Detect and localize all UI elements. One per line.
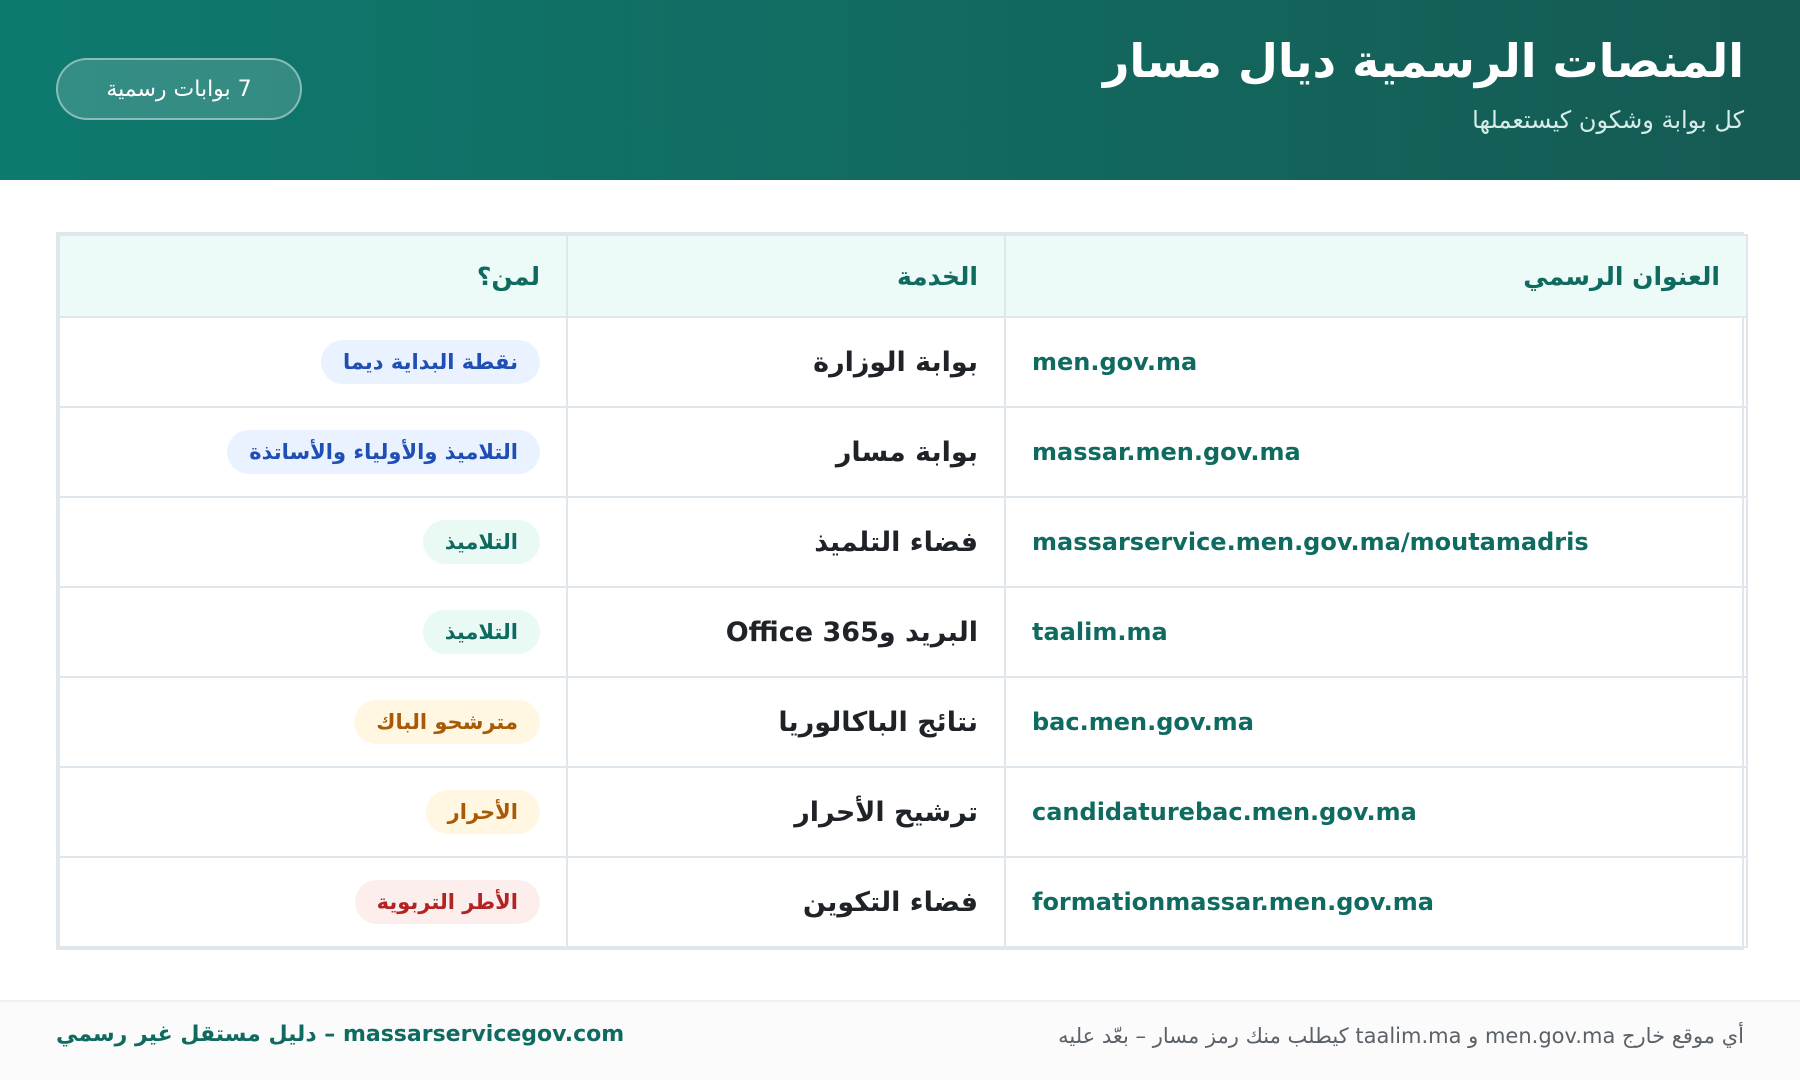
portal-address-link[interactable]: bac.men.gov.ma bbox=[1005, 677, 1747, 767]
audience-badge: التلاميذ bbox=[423, 610, 540, 654]
table-row bbox=[59, 317, 1747, 407]
table-row bbox=[59, 767, 1747, 857]
audience-badge: الأطر التربوية bbox=[355, 880, 540, 924]
table-row bbox=[59, 677, 1747, 767]
service-name: ترشيح الأحرار bbox=[567, 767, 1005, 857]
table-row bbox=[59, 857, 1747, 947]
page-footer bbox=[0, 1000, 1800, 1080]
column-header-address: العنوان الرسمي bbox=[1005, 235, 1747, 317]
portals-table bbox=[56, 232, 1744, 950]
page-title: المنصات الرسمية ديال مسار bbox=[1102, 34, 1744, 88]
service-name: البريد وOffice 365 bbox=[567, 587, 1005, 677]
page-header bbox=[0, 0, 1800, 180]
page-subtitle: كل بوابة وشكون كيستعملها bbox=[1472, 106, 1744, 134]
portal-address-link[interactable]: candidaturebac.men.gov.ma bbox=[1005, 767, 1747, 857]
portal-address-link[interactable]: taalim.ma bbox=[1005, 587, 1747, 677]
service-name: فضاء التلميذ bbox=[567, 497, 1005, 587]
column-header-audience: لمن؟ bbox=[59, 235, 567, 317]
service-name: بوابة مسار bbox=[567, 407, 1005, 497]
column-header-service: الخدمة bbox=[567, 235, 1005, 317]
audience-badge: التلاميذ والأولياء والأساتذة bbox=[227, 430, 540, 474]
table-header-row bbox=[59, 235, 1747, 317]
portal-address-link[interactable]: massar.men.gov.ma bbox=[1005, 407, 1747, 497]
site-brand-credit: massarservicegov.com – دليل مستقل غير رسمي bbox=[56, 1022, 625, 1047]
audience-badge: مترشحو الباك bbox=[354, 700, 540, 744]
service-name: نتائج الباكالوريا bbox=[567, 677, 1005, 767]
audience-badge: نقطة البداية ديما bbox=[321, 340, 540, 384]
table-row bbox=[59, 587, 1747, 677]
audience-badge: التلاميذ bbox=[423, 520, 540, 564]
portal-address-link[interactable]: massarservice.men.gov.ma/moutamadris bbox=[1005, 497, 1747, 587]
service-name: بوابة الوزارة bbox=[567, 317, 1005, 407]
portal-address-link[interactable]: formationmassar.men.gov.ma bbox=[1005, 857, 1747, 947]
portal-count-badge: 7 بوابات رسمية bbox=[56, 58, 302, 120]
table-row bbox=[59, 407, 1747, 497]
audience-badge: الأحرار bbox=[426, 790, 540, 834]
service-name: فضاء التكوين bbox=[567, 857, 1005, 947]
portal-address-link[interactable]: men.gov.ma bbox=[1005, 317, 1747, 407]
table-row bbox=[59, 497, 1747, 587]
safety-warning-note: أي موقع خارج men.gov.ma و taalim.ma كيطلب منك رمز مسار – بعّد عليه bbox=[1058, 1024, 1744, 1048]
